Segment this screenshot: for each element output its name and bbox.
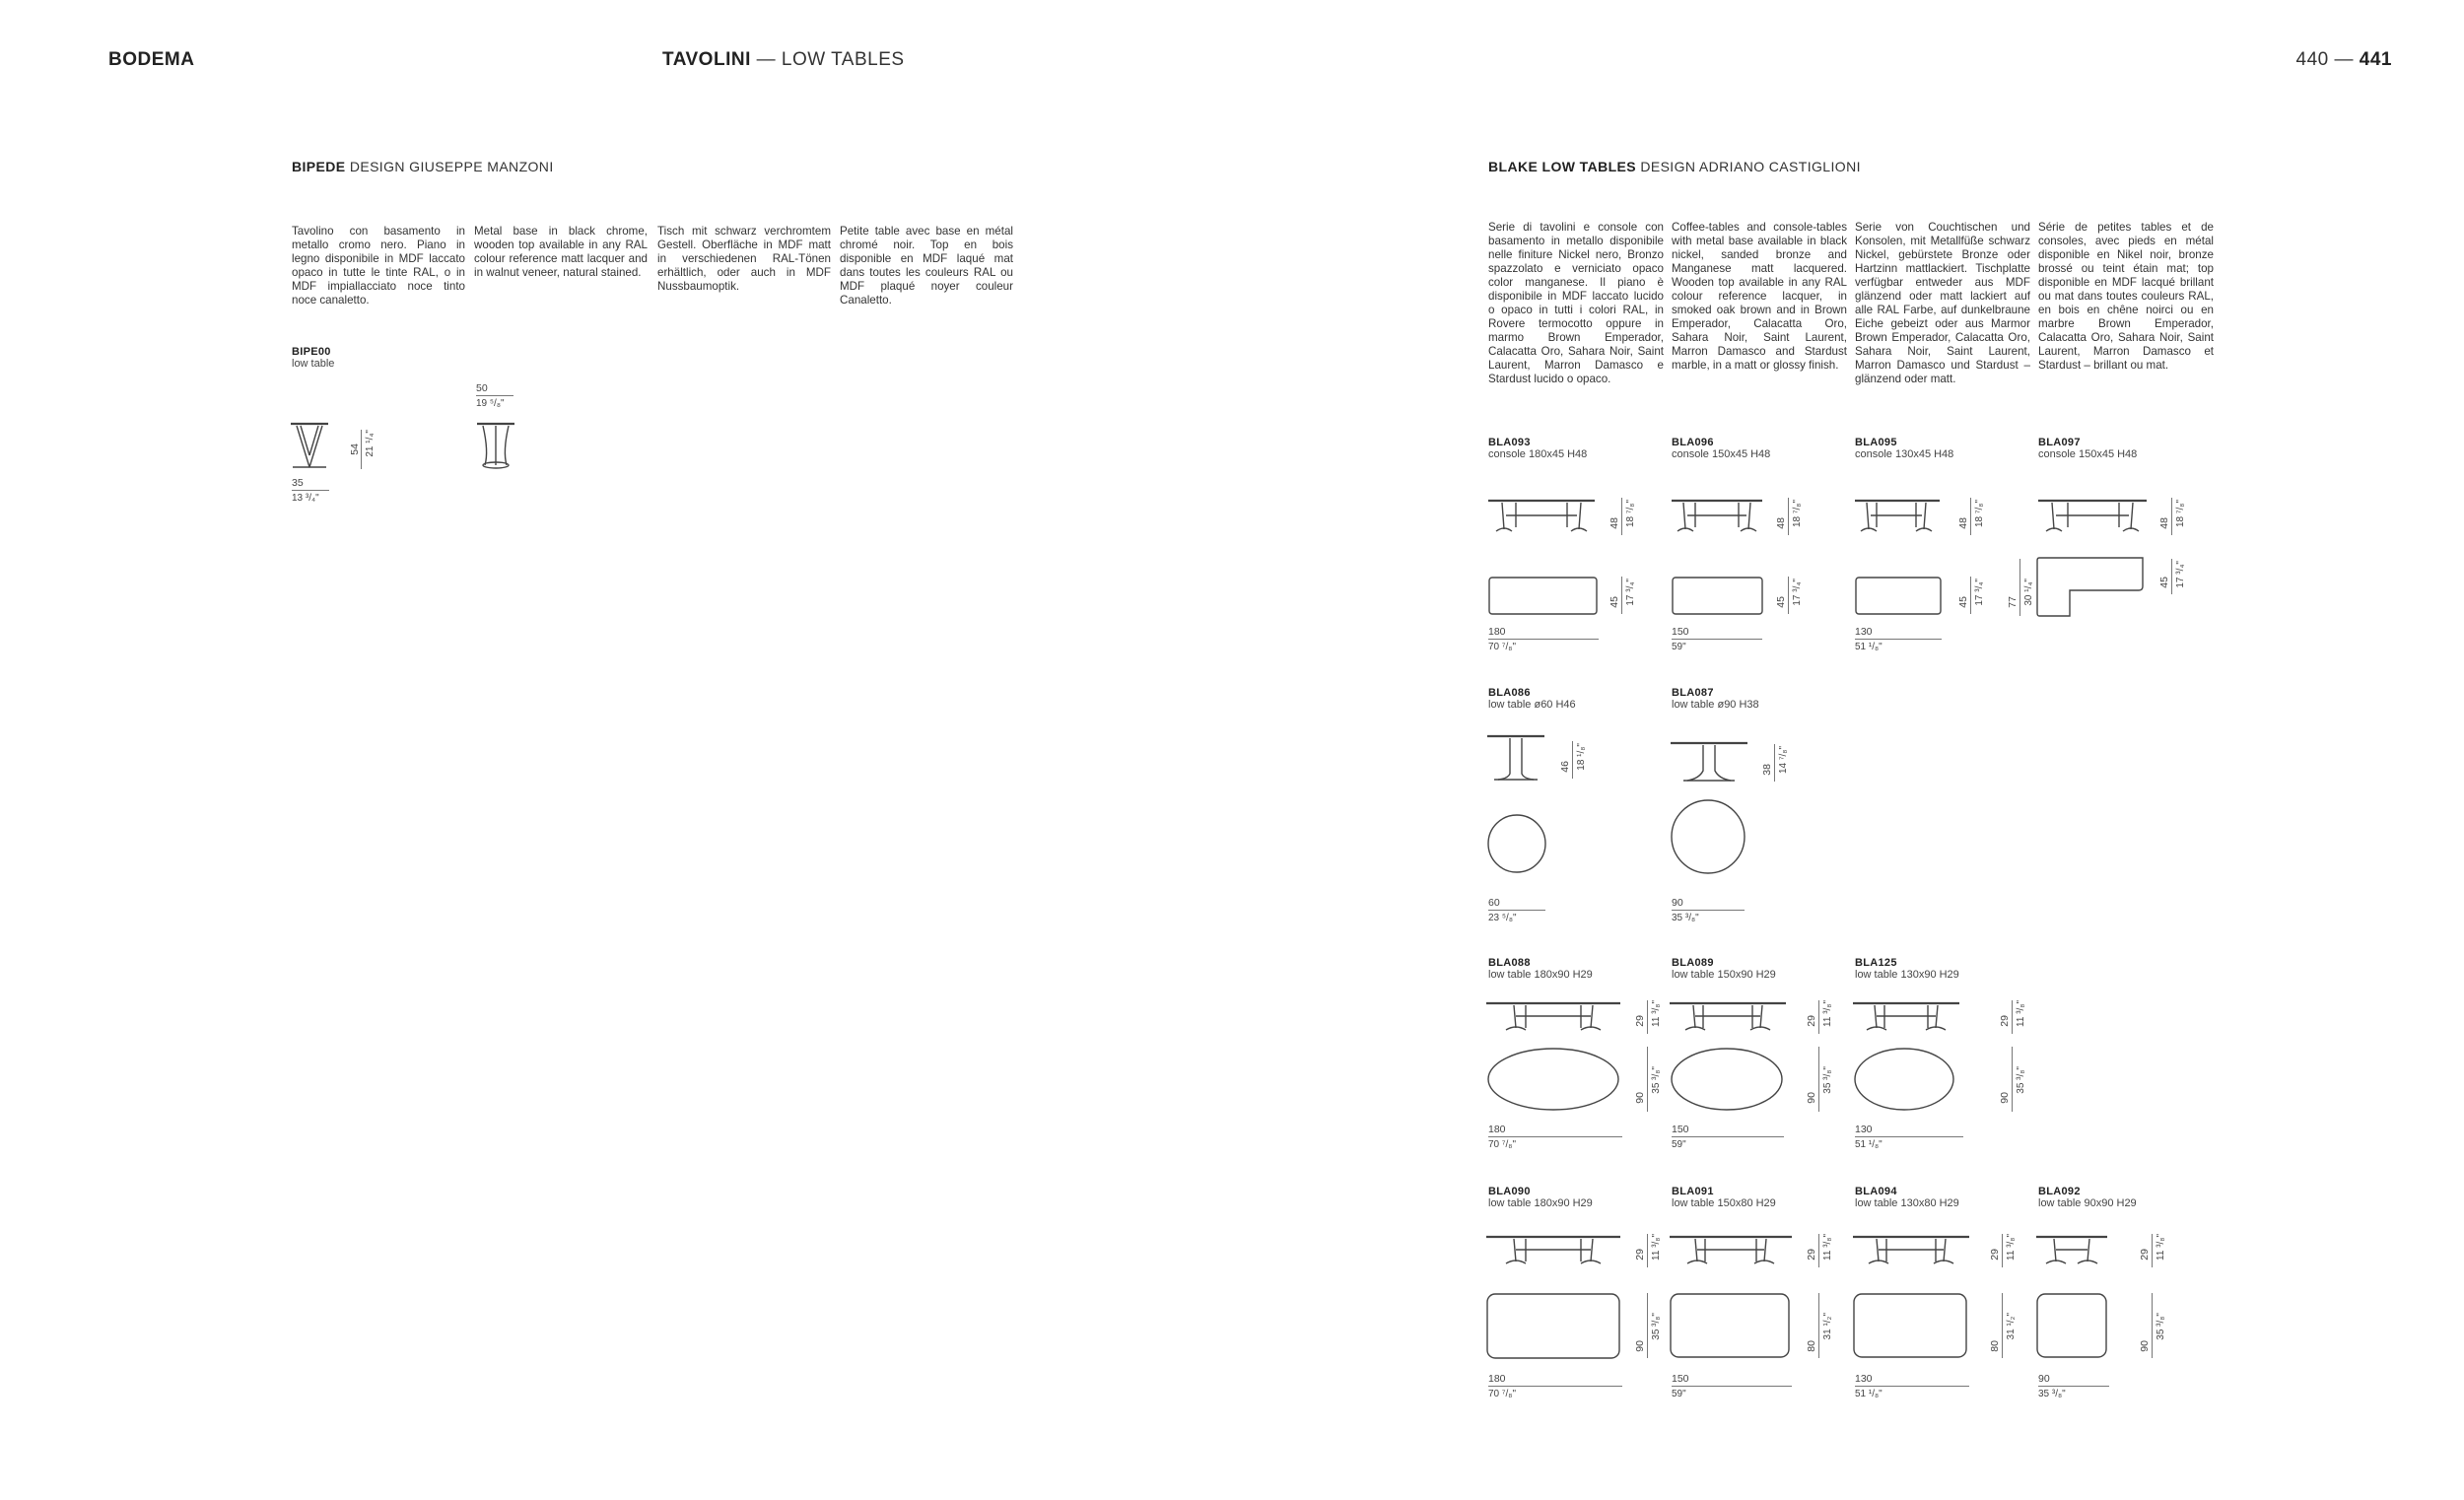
bla091-elevation <box>1670 1234 1794 1269</box>
bla088-elevation <box>1486 1000 1624 1036</box>
bla095-elevation <box>1855 498 1944 537</box>
bla091-width: 150 59" <box>1672 1373 1792 1399</box>
bla092-plan <box>2036 1293 2109 1360</box>
bipede-text-fr: Petite table avec base en métal chromé noir. Top en bois disponible en MDF laqué mat dans toutes les couleurs RAL ou MDF plaqué noyer couleur Canaletto. <box>840 225 1013 307</box>
bipede-title: BIPEDE DESIGN GIUSEPPE MANZONI <box>292 159 554 174</box>
blake-text-fr: Série de petites tables et de consoles, avec pieds en métal disponible en Nikel noir, bronze brossé ou teint étain mat; top disponible en MDF lacqué brillant ou mat dans toutes couleurs RAL, en bois en chêne noirci ou en marbre Brown Emperador, Calacatta Oro, Sahara Noir, Saint Laurent, Marron Damasco et Stardust – brillant ou mat. <box>2038 221 2214 372</box>
bla095-plan <box>1855 577 1944 616</box>
bla086-width: 60 23 ⁵/₈" <box>1488 897 1545 923</box>
bla087-label: BLA087 low table ø90 H38 <box>1672 687 1759 711</box>
blake-text-en: Coffee-tables and console-tables with metal base available in black nickel, sanded bronze and Manganese matt lacquered. Wooden top available in any RAL colour reference lacquer, in smoked oak brown and in Brown Emperador, Calacatta Oro, Sahara Noir, Saint Laurent, Marron Damasco and Stardust marble, in a matt or glossy finish. <box>1672 221 1847 372</box>
bla093-plan <box>1488 577 1599 616</box>
bla096-label: BLA096 console 150x45 H48 <box>1672 437 1771 460</box>
page-numbers: 440 — 441 <box>2295 49 2392 70</box>
bla089-width: 150 59" <box>1672 1124 1784 1150</box>
section-title: TAVOLINI — LOW TABLES <box>662 49 905 70</box>
bla086-label: BLA086 low table ø60 H46 <box>1488 687 1576 711</box>
bla096-plan <box>1672 577 1764 616</box>
bla087-elevation <box>1670 741 1750 783</box>
bla093-width: 180 70 ⁷/₈" <box>1488 626 1599 652</box>
bla094-width: 130 51 ¹/₈" <box>1855 1373 1969 1399</box>
bla095-width: 130 51 ¹/₈" <box>1855 626 1942 652</box>
bipede-top-dim: 50 19 ⁵/₈" <box>476 382 513 409</box>
bla094-label: BLA094 low table 130x80 H29 <box>1855 1186 1959 1209</box>
bla094-elevation <box>1853 1234 1971 1269</box>
bla086-plan <box>1486 813 1547 874</box>
bla125-plan <box>1853 1047 1961 1114</box>
bla091-label: BLA091 low table 150x80 H29 <box>1672 1186 1776 1209</box>
blake-text-de: Serie von Couchtischen und Konsolen, mit Metallfüße schwarz Nickel, gebürstete Bronze oder Hartzinn mattlackiert. Tischplatte verfügbar entweder aus MDF glänzend oder matt lackiert auf alle RAL Farbe, auf dunkelbraune Eiche gebeizt oder aus Marmor Brown Emperador, Calacatta Oro, Sahara Noir, Saint Laurent, Marron Damasco und Stardust – glänzend oder matt. <box>1855 221 2030 385</box>
bla094-plan <box>1853 1293 1969 1360</box>
brand-name: BODEMA <box>108 49 195 70</box>
bla090-label: BLA090 low table 180x90 H29 <box>1488 1186 1593 1209</box>
bipede-product-label: BIPE00 low table <box>292 346 335 370</box>
bla090-plan <box>1486 1293 1622 1360</box>
bla092-label: BLA092 low table 90x90 H29 <box>2038 1186 2137 1209</box>
bla125-label: BLA125 low table 130x90 H29 <box>1855 957 1959 981</box>
bla090-width: 180 70 ⁷/₈" <box>1488 1373 1622 1399</box>
bla096-width: 150 59" <box>1672 626 1762 652</box>
bla089-label: BLA089 low table 150x90 H29 <box>1672 957 1776 981</box>
bla097-plan <box>2036 557 2147 618</box>
bipede-front-drawing <box>475 422 518 469</box>
bipede-text-it: Tavolino con basamento in metallo cromo nero. Piano in legno disponibile in MDF laccato opaco in tutte le tinte RAL, o in MDF impiallacciato noce tinto noce canaletto. <box>292 225 465 307</box>
bla090-elevation <box>1486 1234 1624 1269</box>
bla091-plan <box>1670 1293 1792 1360</box>
blake-title: BLAKE LOW TABLES DESIGN ADRIANO CASTIGLIONI <box>1488 159 1861 174</box>
bla092-elevation <box>2036 1234 2109 1269</box>
bla097-label: BLA097 console 150x45 H48 <box>2038 437 2138 460</box>
bipede-height: 54 <box>349 443 361 455</box>
bla087-plan <box>1670 798 1746 875</box>
bla097-elevation <box>2038 498 2149 537</box>
bla088-plan <box>1486 1047 1624 1114</box>
bla096-elevation <box>1672 498 1764 537</box>
bla086-elevation <box>1486 734 1547 784</box>
bipede-side-drawing <box>291 422 330 469</box>
bipede-text-de: Tisch mit schwarz verchromtem Gestell. Oberfläche in MDF matt in verschiedenen RAL-Tönen erhältlich, oder auch in MDF Nussbaumoptik. <box>657 225 831 293</box>
bipede-text-en: Metal base in black chrome, wooden top available in any RAL colour reference matt lacquer and in walnut veneer, natural stained. <box>474 225 648 279</box>
blake-text-it: Serie di tavolini e console con basamento in metallo disponibile nelle finiture Nickel nero, Bronzo spazzolato e verniciato opaco color manganese. Il piano è disponibile in MDF laccato lucido o opaco in tutti i colori RAL, in Rovere termocotto oppure in marmo Brown Emperador, Calacatta Oro, Sahara Noir, Saint Laurent, Marron Damasco e Stardust lucido o opaco. <box>1488 221 1664 385</box>
bla088-width: 180 70 ⁷/₈" <box>1488 1124 1622 1150</box>
bla093-elevation <box>1488 498 1597 537</box>
bla125-width: 130 51 ¹/₈" <box>1855 1124 1963 1150</box>
bla089-elevation <box>1670 1000 1788 1036</box>
bipede-height-in: 21 ¹/₄" <box>365 430 376 457</box>
bla088-label: BLA088 low table 180x90 H29 <box>1488 957 1593 981</box>
bla092-width: 90 35 ³/₈" <box>2038 1373 2109 1399</box>
bla089-plan <box>1670 1047 1788 1114</box>
bla095-label: BLA095 console 130x45 H48 <box>1855 437 1954 460</box>
bipede-width-dim: 35 13 ³/₄" <box>292 477 329 504</box>
bla087-width: 90 35 ³/₈" <box>1672 897 1745 923</box>
bla093-label: BLA093 console 180x45 H48 <box>1488 437 1588 460</box>
bla125-elevation <box>1853 1000 1961 1036</box>
